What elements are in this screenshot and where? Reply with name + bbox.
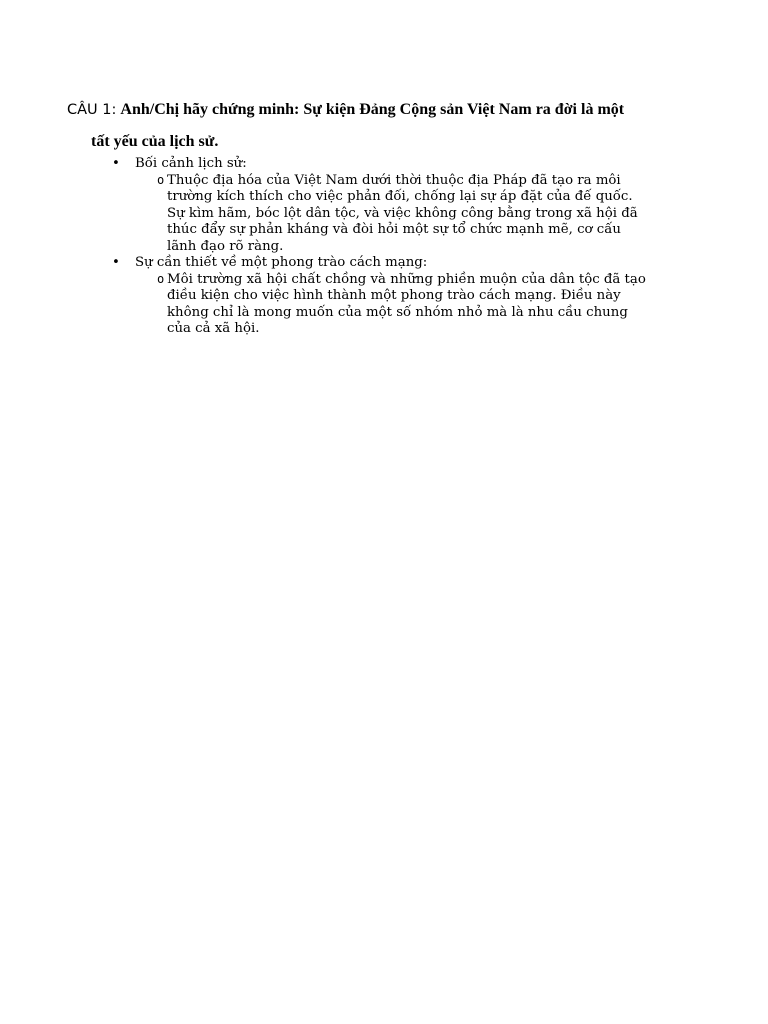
text-line: Môi trường xã hội chất chồng và những phiền muộn của dân tộc đã tạo — [167, 271, 646, 287]
sub-list-item — [135, 173, 667, 256]
text-line: lãnh đạo rõ ràng. — [167, 238, 284, 254]
list-item-heading: Bối cảnh lịch sử: — [135, 156, 247, 171]
list-item-revolution-need — [106, 255, 706, 338]
sub-list — [135, 173, 706, 256]
text-line: Thuộc địa hóa của Việt Nam dưới thời thuộc địa Pháp đã tạo ra môi — [167, 172, 621, 188]
question-title-line-1: Anh/Chị hãy chứng minh: Sự kiện Đảng Cộng sản Việt Nam ra đời là một — [120, 101, 625, 118]
text-line: không chỉ là mong muốn của một số nhóm nhỏ mà là nhu cầu chung — [167, 304, 628, 320]
question-title-line-2: tất yếu của lịch sử. — [91, 133, 219, 150]
text-line: của cả xã hội. — [167, 321, 260, 336]
bullet-icon: • — [112, 255, 120, 270]
circle-bullet-icon: o — [157, 271, 165, 286]
question-label: CÂU 1: — [67, 102, 117, 118]
sub-list — [135, 272, 706, 338]
text-line: thúc đẩy sự phản kháng và đòi hỏi một sự tổ chức mạnh mẽ, cơ cấu — [167, 222, 621, 237]
text-line: điều kiện cho việc hình thành một phong trào cách mạng. Điều này — [167, 288, 621, 303]
bullet-icon: • — [112, 156, 120, 171]
text-line: Sự kìm hãm, bóc lột dân tộc, và việc không công bằng trong xã hội đã — [167, 205, 638, 221]
question-heading — [67, 94, 707, 158]
answer-list — [106, 156, 706, 338]
sub-list-item — [135, 272, 667, 338]
list-item-historical-context — [106, 156, 706, 255]
text-line: trường kích thích cho việc phản đối, chống lại sự áp đặt của đế quốc. — [167, 189, 633, 204]
list-item-heading: Sự cần thiết về một phong trào cách mạng: — [135, 255, 428, 270]
circle-bullet-icon: o — [157, 172, 165, 187]
